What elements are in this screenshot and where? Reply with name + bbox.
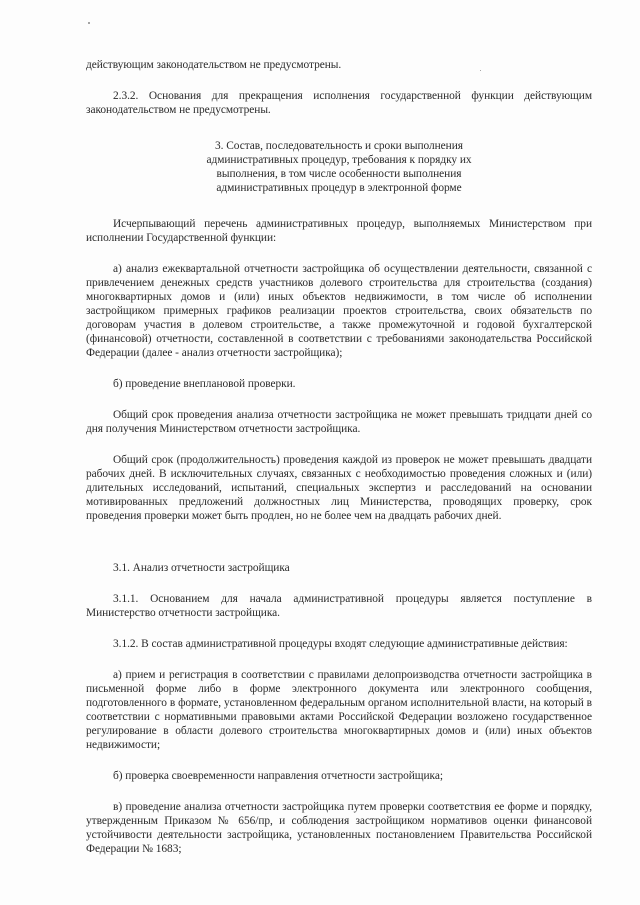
paragraph-2-3-2: 2.3.2. Основания для прекращения исполнения государственной функции действующим законодательством не предусмотрены. [86,90,592,116]
section-heading-3: 3. Состав, последовательность и сроки выполнения административных процедур, требования к порядку их выполнения, в том числе особенности выполнения административных процедур в электронной форме [206,140,472,194]
paragraph-action-v: в) проведение анализа отчетности застройщика путем проверки соответствия ее форме и порядку, утвержденным Приказом № 656/пр, и соблюдения застройщиком нормативов оценки финансовой устойчивости деятельности застройщика, установленных постановлением Правительства Российской Федерации № 1683; [86,801,592,855]
paragraph-action-a: а) прием и регистрация в соответствии с правилами делопроизводства отчетности застройщика в письменной форме либо в форме электронного документа или электронного сообщения, подготовленного в формате, установленном федеральным органом исполнительной власти, на который в соответствии с нормативными правовыми актами Российской Федерации возложено государственное регулирование в области долевого строительства многоквартирных домов и (или) иных объектов недвижимости; [86,669,592,751]
paragraph-procedures-intro: Исчерпывающий перечень административных процедур, выполняемых Министерством при исполнении Государственной функции: [86,218,592,244]
paragraph-3-1-2: 3.1.2. В состав административной процедуры входят следующие административные действия: [113,638,568,650]
paragraph-item-a: а) анализ ежеквартальной отчетности застройщика об осуществлении деятельности, связанной с привлечением денежных средств участников долевого строительства для строительства (создания) многоквартирных домов и (или) иных объектов недвижимости, в том числе об исполнении застройщиком примерных графиков реализации проектов строительства, своих обязательств по договорам участия в долевом строительстве, а также промежуточной и годовой бухгалтерской (финансовой) отчетности, составленной в соответствии с требованиями законодательства Российской Федерации (далее - анализ отчетности застройщика); [86,263,592,359]
paragraph-3-1-1: 3.1.1. Основанием для начала административной процедуры является поступление в Министерство отчетности застройщика. [86,593,592,619]
paragraph-continuation: действующим законодательством не предусмотрены. [86,59,342,71]
section-heading-3-1: 3.1. Анализ отчетности застройщика [113,562,290,574]
paragraph-inspection-term: Общий срок (продолжительность) проведения каждой из проверок не может превышать двадцати рабочих дней. В исключительных случаях, связанных с необходимостью проведения сложных и (или) длительных исследований, испытаний, специальных экспертиз и расследований на основании мотивированных предложений должностных лиц Министерства, проводящих проверку, срок проведения проверки может быть продлен, но не более чем на двадцать рабочих дней. [86,454,592,522]
scan-artifact [88,22,90,24]
paragraph-analysis-term: Общий срок проведения анализа отчетности застройщика не может превышать тридцати дней со дня получения Министерством отчетности застройщика. [86,409,592,435]
paragraph-item-b: б) проведение внеплановой проверки. [113,378,296,390]
document-body [86,58,592,856]
paragraph-action-b: б) проверка своевременности направления отчетности застройщика; [113,770,443,782]
